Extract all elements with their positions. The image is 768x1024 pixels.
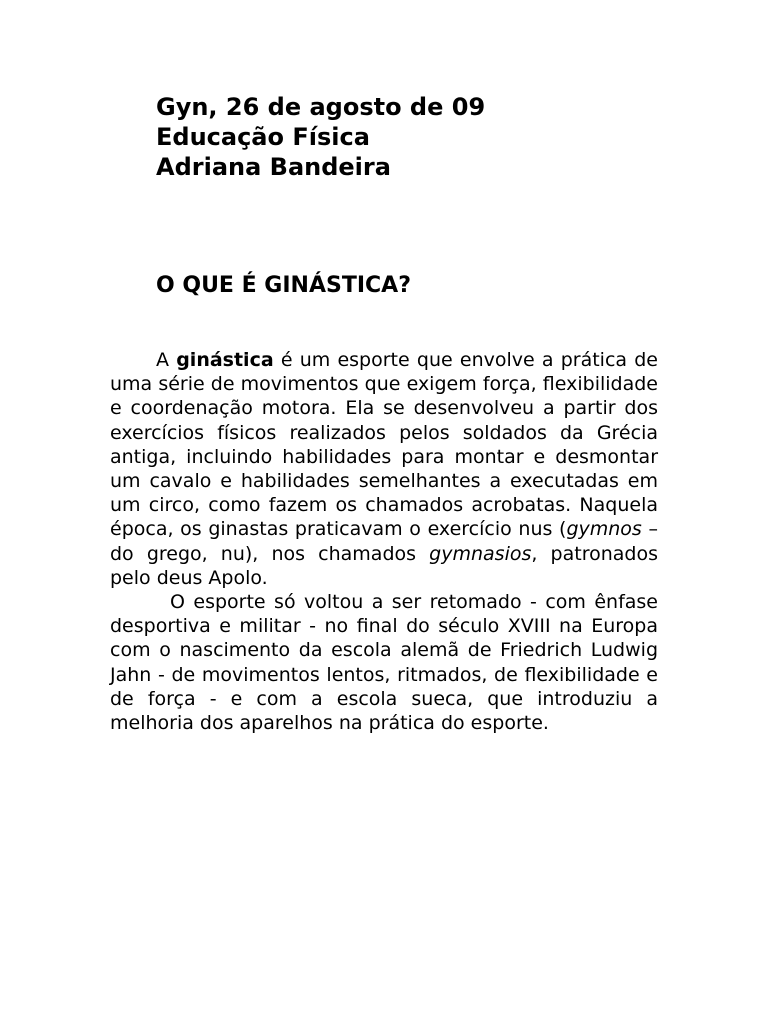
paragraph-1-text-c: – do grego, nu), nos chamados bbox=[110, 518, 658, 565]
header-date: Gyn, 26 de agosto de 09 bbox=[156, 93, 486, 121]
italic-term-gymnos: gymnos bbox=[566, 518, 642, 541]
paragraph-1 bbox=[110, 348, 658, 590]
document-title: O QUE É GINÁSTICA? bbox=[156, 273, 411, 298]
italic-term-gymnasios: gymnasios bbox=[429, 542, 532, 565]
document-header bbox=[156, 92, 485, 182]
paragraph-1-text-a: A bbox=[156, 349, 177, 371]
document-body bbox=[110, 348, 658, 735]
header-subject: Educação Física bbox=[156, 123, 370, 151]
header-author: Adriana Bandeira bbox=[156, 153, 391, 181]
paragraph-2: O esporte só voltou a ser retomado - com ênfase desportiva e militar - no final do século XVIII na Europa com o nascimento da escola alemã de Friedrich Ludwig Jahn - de movimentos lentos, ritmados, de flexibilidade e de força - e com a escola sueca, que introduziu a melhoria dos aparelhos na prática do esporte. bbox=[110, 591, 658, 735]
paragraph-1-text-d: , patronados pelo deus Apolo. bbox=[110, 542, 658, 589]
paragraph-1-text-b: é um esporte que envolve a prática de uma série de movimentos que exigem força, flexibilidade e coordenação motora. Ela se desenvolveu a partir dos exercícios físicos realizados pelos soldados da Grécia antiga, incluindo habilidades para montar e desmontar um cavalo e habilidades semelhantes a executadas em um circo, como fazem os chamados acrobatas. Naquela época, os ginastas praticavam o exercício nus ( bbox=[110, 349, 658, 541]
bold-term-ginastica: ginástica bbox=[176, 349, 274, 371]
